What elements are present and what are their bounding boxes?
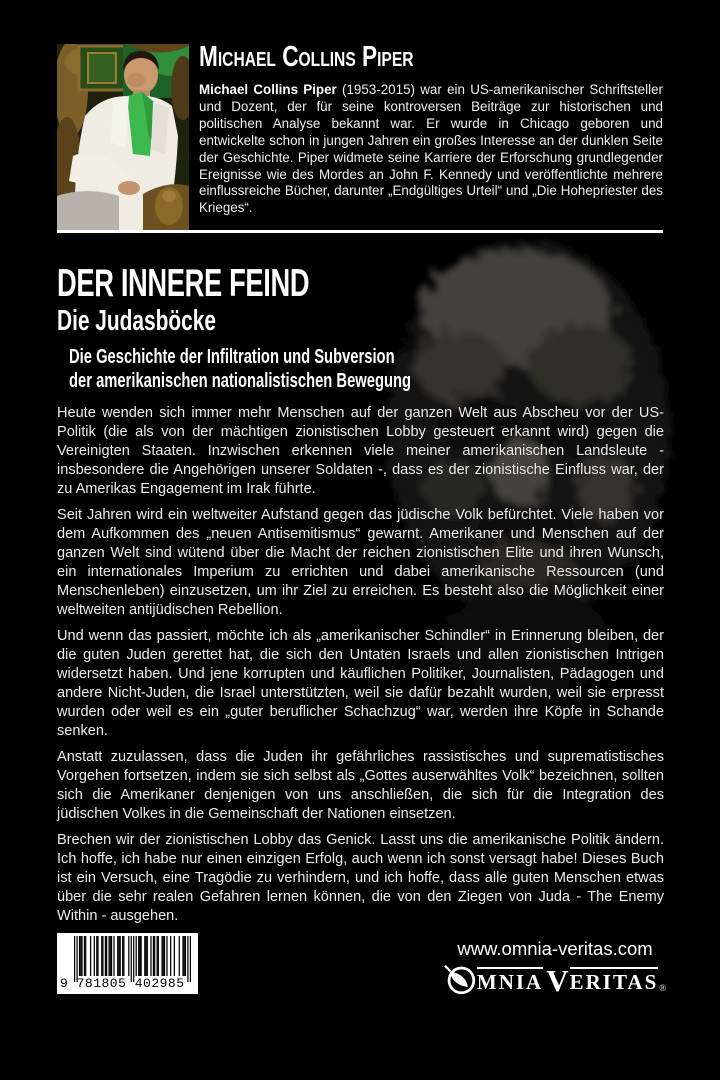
publisher-website: www.omnia-veritas.com	[457, 938, 653, 959]
author-info-column	[199, 40, 663, 217]
author-photo	[57, 44, 189, 231]
synopsis-paragraph: Heute wenden sich immer mehr Menschen auf der ganzen Welt aus Abscheu vor der US-Politik (die als von der mächtigen zionistischen Lobby gesteuert erkannt wird) gegen die Vereinigten Staaten. Inzwischen erkennen viele meiner amerikanischen Landsleute - insbesondere die Angehörigen unserer Soldaten -, dass es der zionistische Einfluss war, der zu Amerikas Engagement im Irak führte.	[57, 405, 664, 497]
logo-text-v: V	[546, 963, 569, 998]
book-title: DER INNERE FEIND	[57, 262, 310, 305]
synopsis-paragraph: Anstatt zuzulassen, dass die Juden ihr gefährliches rassistisches und suprematistisches Vorgehen fortsetzen, indem sie sich selbst als „Gottes auserwähltes Volk“ bezeichnen, sollten sich die Amerikaner denjenigen von uns anschließen, die sich für die Integration des jüdischen Volkes in die Gemeinschaft der Nationen einsetzen.	[57, 749, 664, 822]
synopsis-paragraph: Brechen wir der zionistischen Lobby das Genick. Lasst uns die amerikanische Politik ändern. Ich hoffe, ich habe nur einen einzigen Erfolg, auch wenn ich sonst versagt habe! Dieses Buch ist ein Versuch, eine Tragödie zu verhindern, und ich hoffe, dass alle guten Menschen etwas über die sehr realen Gefahren lernen können, die von den Ziegen von Juda - The Enemy Within - ausgehen.	[57, 832, 664, 924]
author-hand	[118, 181, 140, 195]
isbn-digits: 9 781805 402985	[60, 976, 185, 991]
synopsis-paragraph: Und wenn das passiert, möchte ich als „amerikanischer Schindler“ in Erinnerung bleiben, der die guten Juden gerettet hat, die sich den Untaten Israels und allen zionistischen Intrigen widersetzt haben. Und jene korrupten und käuflichen Politiker, Journalisten, Pädagogen und andere Nicht-Juden, die Israel unterstützten, weil sie dafür bezahlt wurden, weil sie erpresst wurden oder weil es ein „guter beruflicher Schachzug“ war, werden ihre Köpfe in Schande senken.	[57, 628, 664, 739]
omnia-o-leaf-icon	[444, 963, 477, 996]
book-subtitle: Die Judasböcke	[57, 305, 216, 337]
synopsis-text	[57, 404, 664, 933]
author-bio-lead: Michael Collins Piper	[199, 82, 337, 97]
author-bio-text: (1953-2015) war ein US-amerikanischer Schriftsteller und Dozent, der für seine kontroversen Beiträge zur historischen und politischen Analyse bekannt war. Er wurde in Chicago geboren und entwickelte schon in jungen Jahren ein großes Interesse an der dunklen Seite der Geschichte. Piper widmete seine Karriere der Erforschung grundlegender Ereignisse wie des Mordes an John F. Kennedy und veröffentlichte mehrere einflussreiche Bücher, darunter „Endgültiges Urteil“ und „Die Hohepriester des Krieges“.	[199, 82, 663, 216]
book-tagline-line2: der amerikanischen nationalistischen Bewegung	[69, 369, 412, 392]
divider-line	[57, 230, 663, 233]
synopsis-paragraph: Seit Jahren wird ein weltweiter Aufstand gegen das jüdische Volk befürchtet. Viele haben vor dem Aufkommen des „neuen Antisemitismus“ gewarnt. Amerikaner und Menschen auf der ganzen Welt sind wütend über die Macht der reichen zionistischen Elite und ihren Wunsch, ein internationales Imperium zu errichten und dabei amerikanische Ressourcen (und Menschenleben) einzusetzen, um ihr Ziel zu erreichen. Es besteht also die Möglichkeit einer weltweiten antijüdischen Rebellion.	[57, 507, 664, 618]
publisher-block	[432, 938, 678, 998]
logo-text-mnia: MNIA	[477, 967, 543, 993]
registered-mark: ®	[659, 983, 667, 993]
isbn-barcode	[57, 933, 198, 994]
logo-text-eritas: ERITAS	[570, 967, 659, 993]
author-name: Michael Collins Piper	[199, 41, 414, 73]
title-block	[57, 264, 544, 393]
author-bio	[199, 82, 663, 217]
publisher-logo	[432, 963, 678, 998]
book-tagline-line1: Die Geschichte der Infiltration und Subversion	[69, 345, 395, 368]
